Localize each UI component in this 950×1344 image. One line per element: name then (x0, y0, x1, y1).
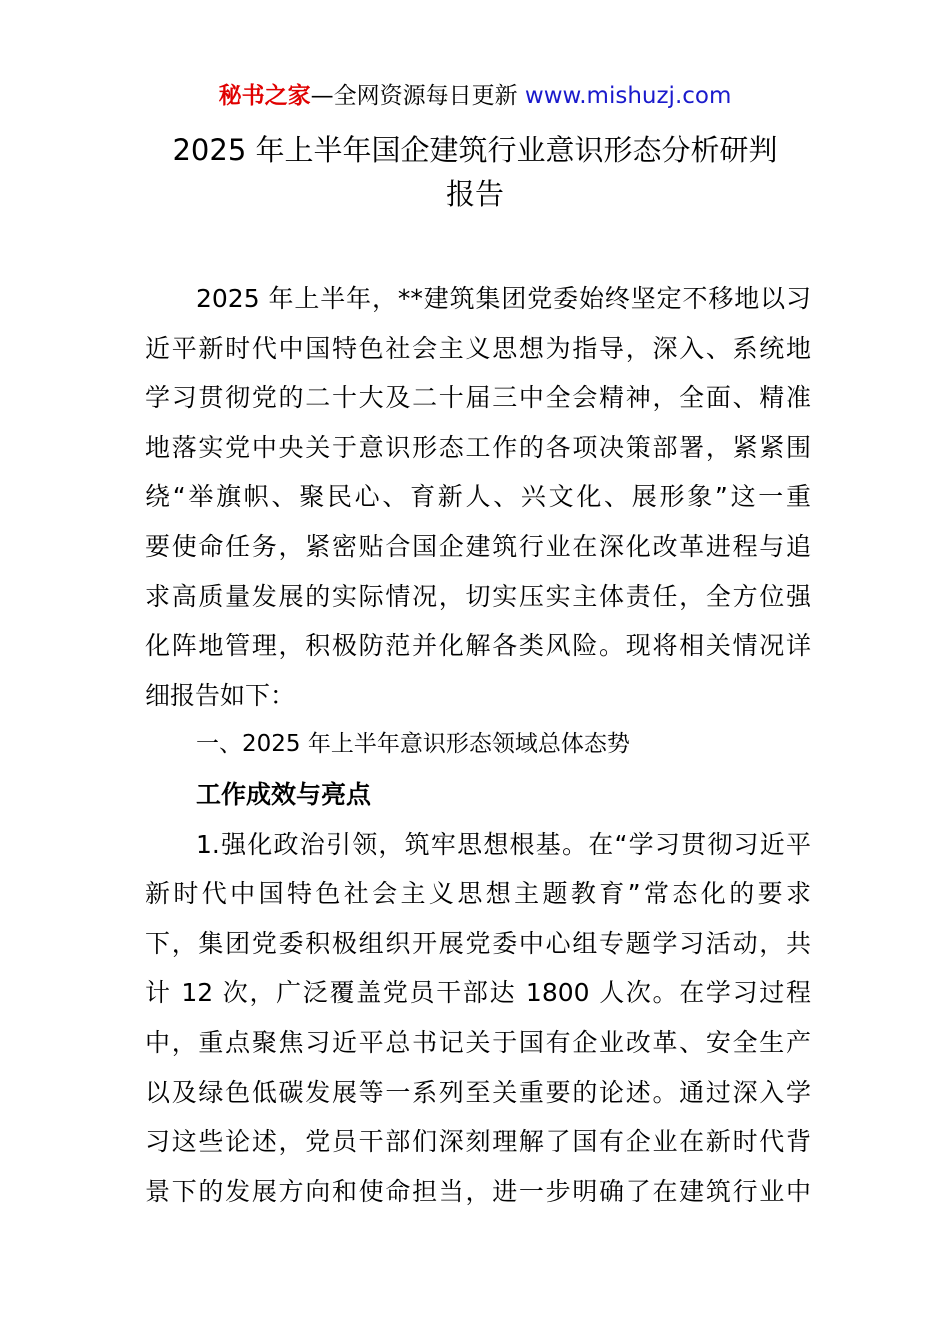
paragraph-line: 1.强化政治引领，筑牢思想根基。在“学习贯彻习近平 (196, 829, 811, 859)
paragraph-line: 新时代中国特色社会主义思想主题教育”常态化的要求 (145, 879, 811, 909)
site-url[interactable]: www.mishuzj.com (524, 83, 732, 109)
document-title (120, 128, 830, 216)
paragraph-line: 2025 年上半年，**建筑集团党委始终坚定不移地以习 (196, 284, 811, 313)
subheading: 工作成效与亮点 (196, 779, 372, 809)
brand-name: 秘书之家 (218, 83, 311, 109)
header-tagline: —全网资源每日更新 (310, 83, 525, 109)
paragraph-line: 中，重点聚焦习近平总书记关于国有企业改革、安全生产 (145, 1027, 811, 1057)
paragraph-line: 近平新时代中国特色社会主义思想为指导，深入、系统地 (145, 333, 811, 363)
paragraph-line: 要使命任务，紧密贴合国企建筑行业在深化改革进程与追 (145, 531, 811, 561)
paragraph-line: 以及绿色低碳发展等一系列至关重要的论述。通过深入学 (145, 1077, 811, 1107)
paragraph-line: 计 12 次，广泛覆盖党员干部达 1800 人次。在学习过程 (145, 978, 811, 1008)
paragraph-line: 细报告如下： (145, 680, 296, 710)
paragraph-line: 景下的发展方向和使命担当，进一步明确了在建筑行业中 (145, 1176, 811, 1206)
document-body (145, 274, 811, 1216)
paragraph-line: 绕“举旗帜、聚民心、育新人、兴文化、展形象”这一重 (145, 482, 811, 512)
section-heading: 一、2025 年上半年意识形态领域总体态势 (196, 731, 630, 758)
paragraph-line: 地落实党中央关于意识形态工作的各项决策部署，紧紧围 (145, 432, 811, 462)
site-header (0, 80, 950, 112)
paragraph-line: 求高质量发展的实际情况，切实压实主体责任，全方位强 (145, 581, 811, 611)
title-line-1: 2025 年上半年国企建筑行业意识形态分析研判 (172, 133, 778, 167)
paragraph-line: 下，集团党委积极组织开展党委中心组专题学习活动，共 (145, 928, 811, 958)
paragraph-line: 学习贯彻党的二十大及二十届三中全会精神，全面、精准 (145, 383, 811, 413)
paragraph-line: 化阵地管理，积极防范并化解各类风险。现将相关情况详 (145, 631, 811, 661)
paragraph-line: 习这些论述，党员干部们深刻理解了国有企业在新时代背 (145, 1127, 811, 1157)
title-line-2: 报告 (445, 177, 504, 211)
